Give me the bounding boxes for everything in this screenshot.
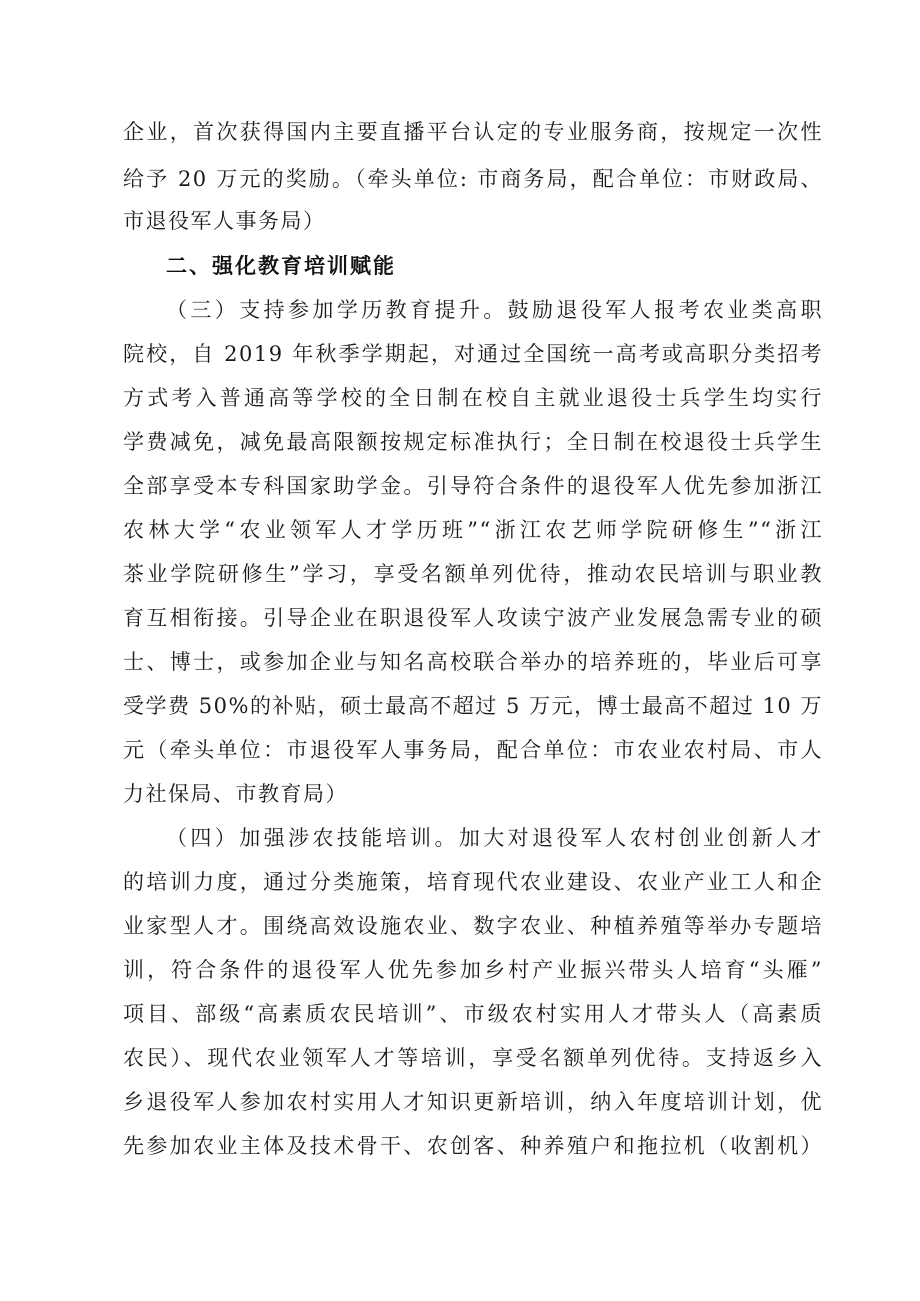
paragraph-first-line: （三）支持参加学历教育提升。鼓励退役军人报考农业类高职 <box>166 298 823 322</box>
text-line: 的培训力度，通过分类施策，培育现代农业建设、农业产业工人和企 <box>123 870 823 894</box>
text-line: 方式考入普通高等学校的全日制在校自主就业退役士兵学生均实行 <box>123 386 823 410</box>
text-line: 企业，首次获得国内主要直播平台认定的专业服务商，按规定一次性 <box>123 120 823 144</box>
text-line: 茶业学院研修生”学习，享受名额单列优待，推动农民培训与职业教 <box>123 562 823 586</box>
text-line: 学费减免，减免最高限额按规定标准执行；全日制在校退役士兵学生 <box>123 430 823 454</box>
text-line: 士、博士，或参加企业与知名高校联合举办的培养班的，毕业后可享 <box>123 650 823 674</box>
section-heading: 二、强化教育培训赋能 <box>166 254 396 278</box>
text-line: 院校，自 2019 年秋季学期起，对通过全国统一高考或高职分类招考 <box>123 342 823 366</box>
text-line: 乡退役军人参加农村实用人才知识更新培训，纳入年度培训计划，优 <box>123 1090 823 1114</box>
text-line: 市退役军人事务局） <box>123 209 326 233</box>
text-line: 农民）、现代农业领军人才等培训，享受名额单列优待。支持返乡入 <box>123 1046 823 1070</box>
text-line: 全部享受本专科国家助学金。引导符合条件的退役军人优先参加浙江 <box>123 474 823 498</box>
text-line: 受学费 50%的补贴，硕士最高不超过 5 万元，博士最高不超过 10 万 <box>123 694 823 718</box>
text-line: 农林大学“农业领军人才学历班”“浙江农艺师学院研修生”“浙江 <box>123 518 823 542</box>
text-line: 业家型人才。围绕高效设施农业、数字农业、种植养殖等举办专题培 <box>123 914 823 938</box>
text-line: 育互相衔接。引导企业在职退役军人攻读宁波产业发展急需专业的硕 <box>123 606 823 630</box>
text-line: 先参加农业主体及技术骨干、农创客、种养殖户和拖拉机（收割机） <box>123 1134 823 1158</box>
text-line: 训，符合条件的退役军人优先参加乡村产业振兴带头人培育“头雁” <box>123 958 823 982</box>
text-line: 元（牵头单位：市退役军人事务局，配合单位：市农业农村局、市人 <box>123 738 823 762</box>
paragraph-first-line: （四）加强涉农技能培训。加大对退役军人农村创业创新人才 <box>166 826 823 850</box>
text-line: 项目、部级“高素质农民培训”、市级农村实用人才带头人（高素质 <box>123 1002 823 1026</box>
text-line: 给予 20 万元的奖励。（牵头单位: 市商务局，配合单位：市财政局、 <box>123 167 823 191</box>
text-line: 力社保局、市教育局） <box>123 782 348 806</box>
